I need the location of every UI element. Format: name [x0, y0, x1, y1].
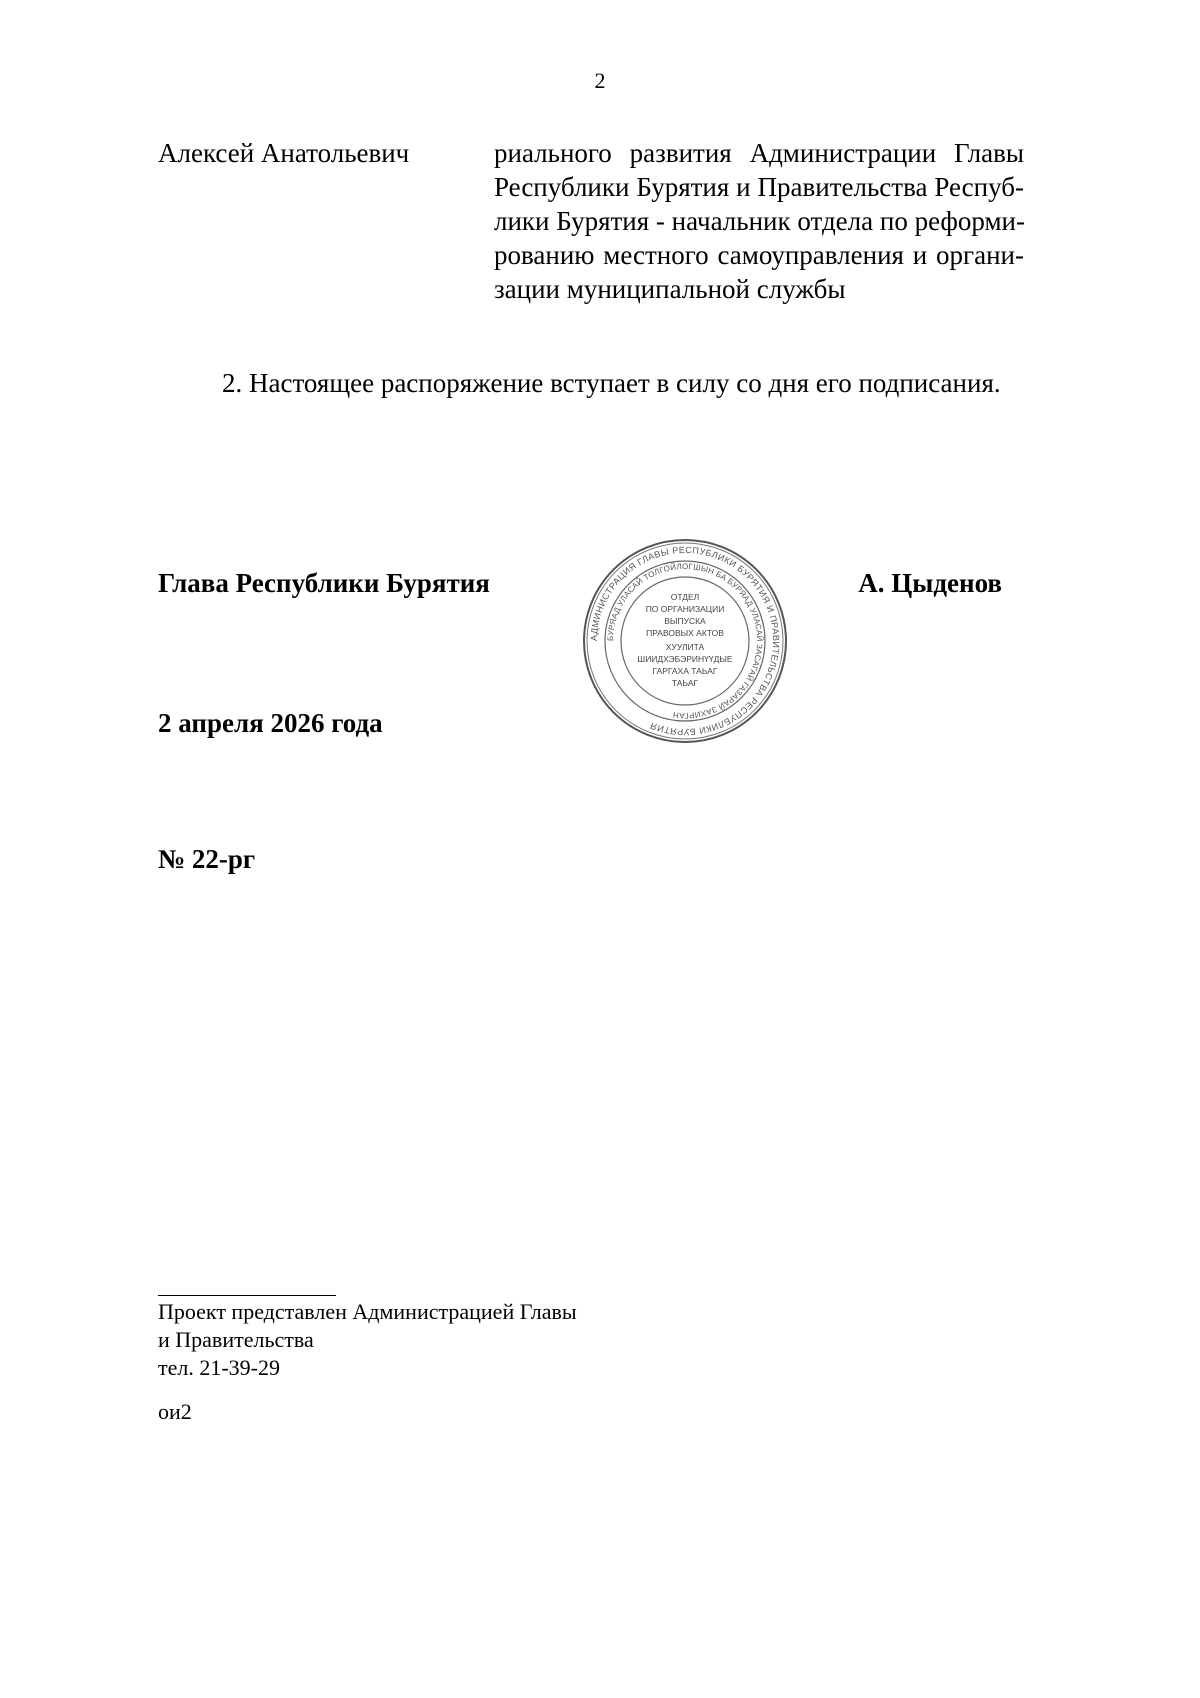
seal-outer-text: АДМИНИСТРАЦИЯ ГЛАВЫ РЕСПУБЛИКИ БУРЯТИЯ И ПРАВИТЕЛЬСТВА РЕСПУБЛИКИ БУРЯТИЯ	[588, 544, 782, 738]
person-description	[494, 136, 1024, 306]
seal-center-line: ПРАВОВЫХ АКТОВ	[646, 628, 724, 638]
page-number: 2	[594, 68, 606, 93]
person-description-line: зации муниципальной службы	[494, 274, 846, 304]
signature-date: 2 апреля 2026 года	[158, 708, 383, 738]
svg-text:АДМИНИСТРАЦИЯ ГЛАВЫ РЕСПУБЛИКИ	[589, 545, 781, 737]
person-description-line: рованию местного самоуправления и органи-	[494, 240, 1024, 270]
document-number: № 22-рг	[158, 844, 256, 874]
seal-center-line: ШИИДХЭБЭРИНҮҮДЫЕ	[637, 654, 733, 664]
footnote-line: и Правительства	[158, 1327, 314, 1352]
footnote	[158, 1298, 577, 1382]
footnote-divider	[158, 1295, 336, 1296]
seal-center-line: ТАЬАГ	[671, 678, 699, 688]
person-description-line: лики Бурятия - начальник отдела по реформи-	[494, 206, 1025, 236]
signatory-title: Глава Республики Бурятия	[158, 568, 490, 598]
seal-center-line: ХУУЛИТА	[665, 642, 705, 652]
seal-center-line: ВЫПУСКА	[664, 616, 706, 626]
footnote-line: тел. 21-39-29	[158, 1355, 281, 1380]
document-code: ои2	[158, 1399, 192, 1424]
seal-inner-text: БУРЯАД УЛАСАЙ ТОЛГОЙЛОГШЫН БА БУРЯАД УЛАСАЙ ЗАСАГАЙ ГАЗАРАЙ ЗАХИРГАН	[605, 561, 765, 721]
clause-2: 2. Настоящее распоряжение вступает в силу со дня его подписания.	[222, 368, 1001, 398]
person-description-line: Республики Бурятия и Правительства Респуб-	[494, 172, 1024, 202]
official-seal	[580, 536, 790, 746]
seal-center-line: ПО ОРГАНИЗАЦИИ	[645, 604, 725, 614]
person-name: Алексей Анатольевич	[158, 138, 410, 168]
seal-center-line: ОТДЕЛ	[670, 592, 700, 602]
seal-center-line: ГАРГАХА ТАЬАГ	[652, 666, 718, 676]
signatory-name: А. Цыденов	[858, 568, 1002, 598]
person-description-line: риального развития Администрации Главы	[494, 138, 1024, 168]
footnote-line: Проект представлен Администрацией Главы	[158, 1299, 577, 1324]
